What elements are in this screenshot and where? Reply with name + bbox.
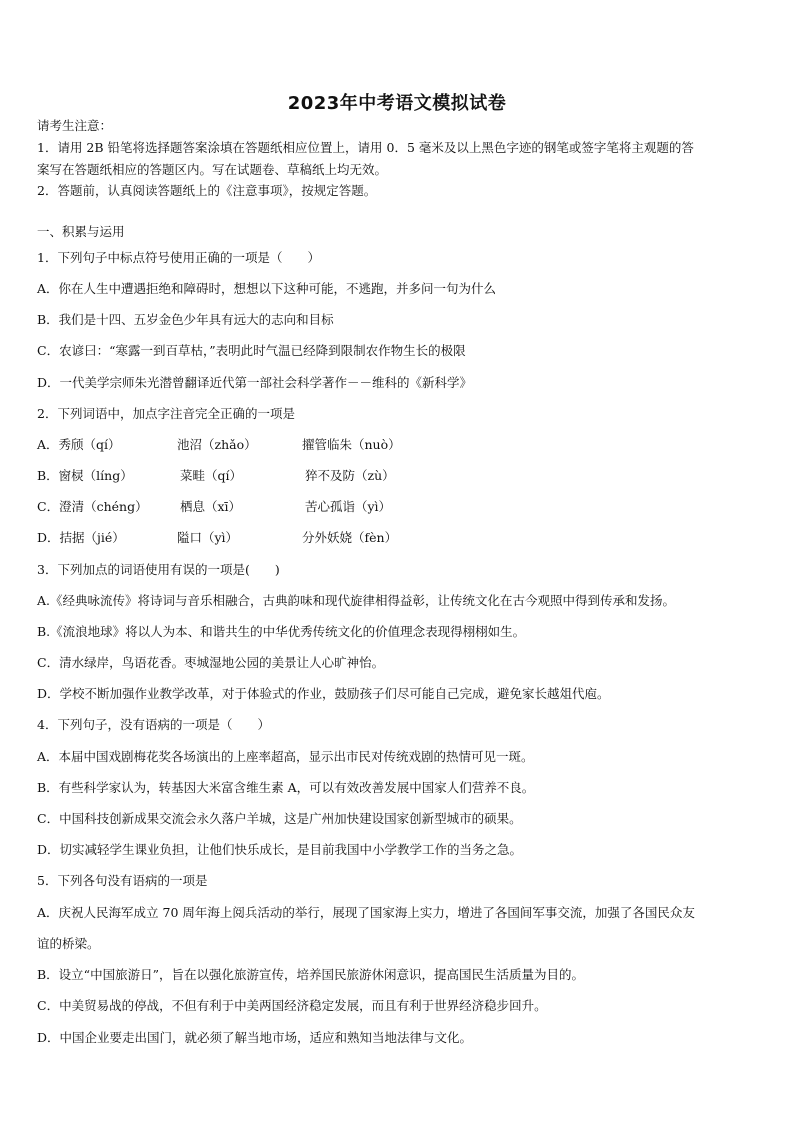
q2-d-word-3: 分外妖娆（fèn） (302, 530, 398, 545)
notice-heading: 请考生注意： (37, 118, 113, 133)
q3-stem: 3．下列加点的词语使用有误的一项是( ) (37, 562, 280, 577)
q2-b-word-1: B．窗棂（líng） (37, 468, 133, 483)
q3-option-d: D．学校不断加强作业教学改革，对于体验式的作业，鼓励孩子们尽可能自己完成，避免家长越俎代庖。 (37, 686, 610, 701)
q5-option-c: C．中美贸易战的停战，不但有利于中美两国经济稳定发展，而且有利于世界经济稳步回升。 (37, 998, 547, 1013)
notice-item-1-line-2: 案写在答题纸相应的答题区内。写在试题卷、草稿纸上均无效。 (37, 162, 388, 177)
q2-option-c (37, 499, 759, 515)
q2-a-word-2: 池沼（zhǎo） (177, 437, 257, 452)
q5-stem: 5．下列各句没有语病的一项是 (37, 873, 208, 888)
q4-option-c: C．中国科技创新成果交流会永久落户羊城，这是广州加快建设国家创新型城市的硕果。 (37, 811, 522, 826)
q1-option-a: A．你在人生中遭遇拒绝和障碍时，想想以下这种可能，不逃跑，并多问一句为什么 (37, 281, 497, 296)
q4-option-d: D．切实减轻学生课业负担，让他们快乐成长，是目前我国中小学教学工作的当务之急。 (37, 842, 523, 857)
q2-c-word-2: 栖息（xī） (180, 499, 242, 514)
q1-option-c: C．农谚曰：“寒露一到百草枯，”表明此时气温已经降到限制农作物生长的极限 (37, 343, 466, 358)
notice-item-2: 2．答题前，认真阅读答题纸上的《注意事项》，按规定答题。 (37, 183, 377, 198)
q3-option-b: B.《流浪地球》将以人为本、和谐共生的中华优秀传统文化的价值理念表现得栩栩如生。 (37, 624, 526, 639)
q5-option-a-line-2: 谊的桥梁。 (37, 936, 100, 951)
q1-option-d: D．一代美学宗师朱光潜曾翻译近代第一部社会科学著作－－维科的《新科学》 (37, 375, 473, 390)
section-heading: 一、积累与运用 (37, 224, 125, 239)
q4-option-a: A．本届中国戏剧梅花奖各场演出的上座率超高，显示出市民对传统戏剧的热情可见一斑。 (37, 749, 534, 764)
q2-d-word-1: D．拮据（jié） (37, 530, 125, 545)
q2-option-b (37, 468, 759, 484)
q2-c-word-3: 苦心孤诣（yì） (305, 499, 392, 514)
page-title: 2023年中考语文模拟试卷 (287, 93, 507, 114)
q2-b-word-2: 菜畦（qí） (180, 468, 242, 483)
q5-option-a-line-1: A．庆祝人民海军成立 70 周年海上阅兵活动的举行，展现了国家海上实力，增进了各国间军事交流，加强了各国民众友 (37, 905, 695, 920)
q2-d-word-2: 隘口（yì） (177, 530, 239, 545)
q3-option-a: A.《经典咏流传》将诗词与音乐相融合，古典韵味和现代旋律相得益彰，让传统文化在古今观照中得到传承和发扬。 (37, 593, 676, 608)
q5-option-d: D．中国企业要走出国门，就必须了解当地市场，适应和熟知当地法律与文化。 (37, 1030, 473, 1045)
q1-option-b: B．我们是十四、五岁金色少年具有远大的志向和目标 (37, 312, 334, 327)
q5-option-b: B．设立“中国旅游日”，旨在以强化旅游宣传，培养国民旅游休闲意识，提高国民生活质量为目的。 (37, 967, 584, 982)
notice-item-1-line-1: 1．请用 2B 铅笔将选择题答案涂填在答题纸相应位置上，请用 0．5 毫米及以上黑色字迹的钢笔或签字笔将主观题的答 (37, 140, 694, 155)
q3-option-c: C．清水绿岸，鸟语花香。枣城湿地公园的美景让人心旷神怡。 (37, 655, 385, 670)
q2-option-d (37, 530, 759, 546)
q2-stem: 2．下列词语中，加点字注音完全正确的一项是 (37, 406, 295, 421)
q2-a-word-3: 擢管临朱（nuò） (302, 437, 401, 452)
q2-b-word-3: 猝不及防（zù） (305, 468, 395, 483)
q2-c-word-1: C．澄清（chéng） (37, 499, 148, 514)
q2-option-a (37, 437, 759, 453)
q4-stem: 4．下列句子，没有语病的一项是（ ） (37, 717, 270, 732)
q4-option-b: B．有些科学家认为，转基因大米富含维生素 A，可以有效改善发展中国家人们营养不良。 (37, 780, 535, 795)
q1-stem: 1．下列句子中标点符号使用正确的一项是（ ） (37, 250, 320, 265)
q2-a-word-1: A．秀颀（qí） (37, 437, 121, 452)
